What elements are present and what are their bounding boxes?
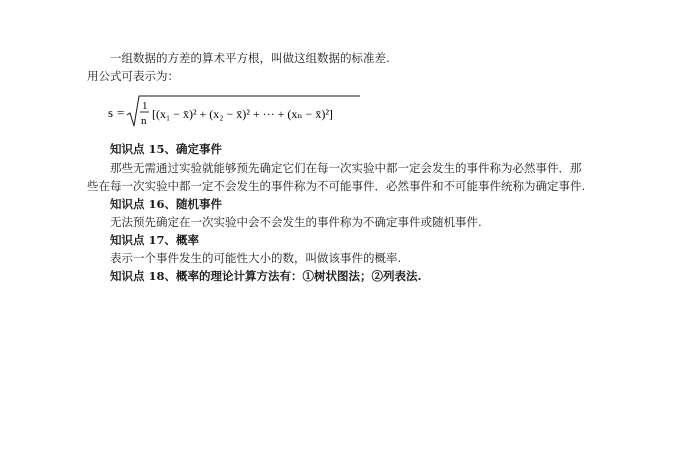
standard-deviation-formula bbox=[108, 92, 368, 132]
heading-15: 知识点 15、确定事件 bbox=[110, 142, 223, 156]
formula-lhs: s bbox=[108, 105, 114, 120]
intro-line-1: 一组数据的方差的算术平方根，叫做这组数据的标准差. bbox=[110, 51, 390, 65]
fraction-denominator: n bbox=[141, 115, 147, 127]
section-16-line-1: 无法预先确定在一次实验中会不会发生的事件称为不确定事件或随机事件. bbox=[110, 215, 482, 229]
section-17-line-1: 表示一个事件发生的可能性大小的数，叫做该事件的概率. bbox=[110, 251, 402, 265]
intro-line-2: 用公式可表示为： bbox=[87, 69, 179, 83]
formula-equals: = bbox=[117, 105, 125, 120]
formula-body: [(x₁ − x̄)² + (x₂ − x̄)² + ··· + (xₙ − x̄)²] bbox=[152, 107, 333, 121]
fraction-numerator: 1 bbox=[142, 100, 148, 112]
formula-graphic bbox=[108, 92, 368, 132]
heading-18: 知识点 18、概率的理论计算方法有：①树状图法；②列表法. bbox=[110, 269, 422, 283]
heading-17: 知识点 17、概率 bbox=[110, 233, 200, 247]
heading-16: 知识点 16、随机事件 bbox=[110, 197, 223, 211]
section-15-line-2: 些在每一次实验中都一定不会发生的事件称为不可能事件．必然事件和不可能事件统称为确定事件. bbox=[87, 179, 586, 193]
section-15-line-1: 那些无需通过实验就能够预先确定它们在每一次实验中都一定会发生的事件称为必然事件．那 bbox=[110, 161, 582, 175]
